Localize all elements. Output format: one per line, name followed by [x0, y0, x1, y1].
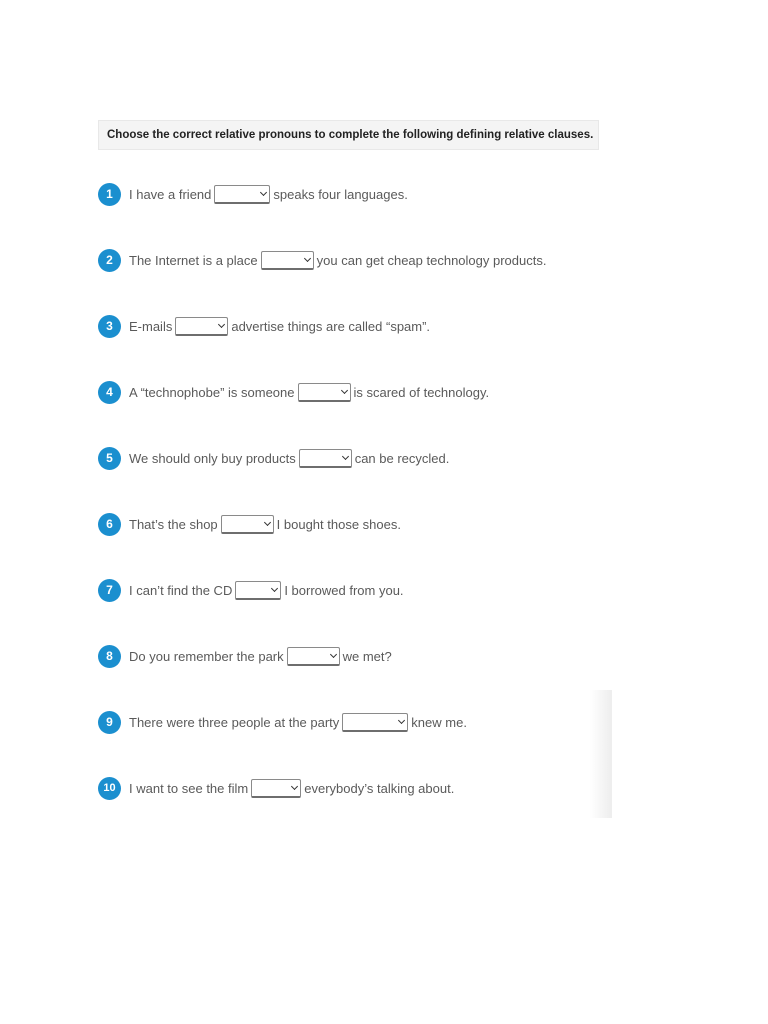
chevron-down-icon	[304, 254, 311, 261]
question-text-after: we met?	[342, 648, 392, 664]
question-9	[98, 708, 467, 736]
chevron-down-icon	[342, 452, 349, 459]
question-2	[98, 246, 546, 274]
answer-dropdown-1[interactable]	[214, 185, 270, 204]
question-3	[98, 312, 430, 340]
question-text-before: A “technophobe” is someone	[129, 384, 295, 400]
question-text-before: Do you remember the park	[129, 648, 284, 664]
question-text-after: I borrowed from you.	[284, 582, 404, 598]
question-number-badge: 7	[98, 579, 121, 602]
question-7	[98, 576, 404, 604]
question-8	[98, 642, 392, 670]
question-text-after: is scared of technology.	[353, 384, 490, 400]
answer-dropdown-7[interactable]	[235, 581, 281, 600]
chevron-down-icon	[260, 188, 267, 195]
question-4	[98, 378, 489, 406]
answer-dropdown-10[interactable]	[251, 779, 301, 798]
question-text-before: We should only buy products	[129, 450, 296, 466]
answer-dropdown-6[interactable]	[221, 515, 274, 534]
question-text-before: That’s the shop	[129, 516, 218, 532]
question-text-before: There were three people at the party	[129, 714, 340, 730]
answer-dropdown-8[interactable]	[287, 647, 340, 666]
question-5	[98, 444, 449, 472]
chevron-down-icon	[218, 320, 225, 327]
question-text-after: knew me.	[411, 714, 467, 730]
answer-dropdown-9[interactable]	[342, 713, 408, 732]
question-text-before: I want to see the film	[129, 780, 249, 796]
question-text-after: you can get cheap technology products.	[316, 252, 547, 268]
question-text-before: I have a friend	[129, 186, 212, 202]
chevron-down-icon	[340, 386, 347, 393]
question-number-badge: 10	[98, 777, 121, 800]
question-number-badge: 6	[98, 513, 121, 536]
question-number-badge: 5	[98, 447, 121, 470]
question-text-after: I bought those shoes.	[276, 516, 401, 532]
question-text-before: I can’t find the CD	[129, 582, 233, 598]
chevron-down-icon	[271, 584, 278, 591]
question-6	[98, 510, 401, 538]
question-text-after: everybody’s talking about.	[304, 780, 455, 796]
question-text-after: speaks four languages.	[273, 186, 408, 202]
instruction-banner	[98, 120, 599, 150]
question-number-badge: 1	[98, 183, 121, 206]
question-number-badge: 8	[98, 645, 121, 668]
chevron-down-icon	[398, 716, 405, 723]
question-10	[98, 774, 454, 802]
answer-dropdown-5[interactable]	[299, 449, 352, 468]
edge-shadow	[590, 690, 612, 818]
answer-dropdown-3[interactable]	[175, 317, 228, 336]
question-number-badge: 3	[98, 315, 121, 338]
chevron-down-icon	[264, 518, 271, 525]
question-text-before: E-mails	[129, 318, 173, 334]
question-number-badge: 4	[98, 381, 121, 404]
question-1	[98, 180, 408, 208]
answer-dropdown-4[interactable]	[298, 383, 351, 402]
question-text-after: can be recycled.	[354, 450, 450, 466]
answer-dropdown-2[interactable]	[261, 251, 314, 270]
chevron-down-icon	[330, 650, 337, 657]
question-number-badge: 2	[98, 249, 121, 272]
instruction-text: Choose the correct relative pronouns to complete the following defining relative clauses.	[107, 129, 594, 141]
question-number-badge: 9	[98, 711, 121, 734]
question-text-before: The Internet is a place	[129, 252, 258, 268]
chevron-down-icon	[291, 782, 298, 789]
question-text-after: advertise things are called “spam”.	[231, 318, 431, 334]
